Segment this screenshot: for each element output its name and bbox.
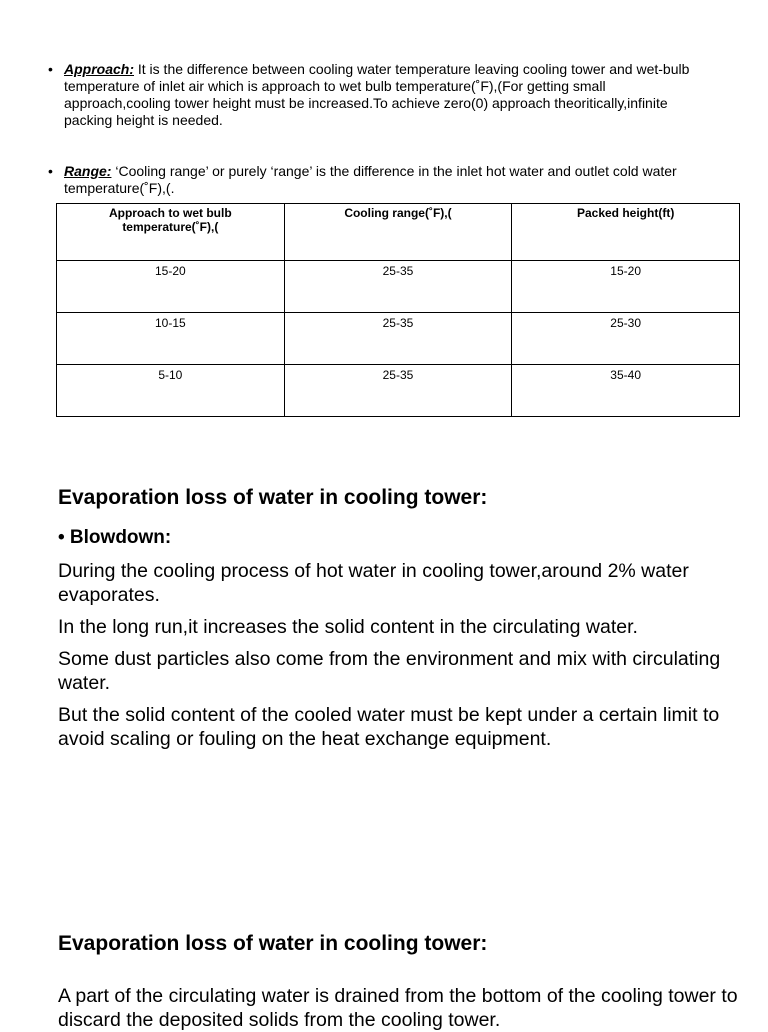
definition-text bbox=[64, 61, 708, 129]
definition-approach bbox=[48, 61, 708, 129]
table-cell: 10-15 bbox=[57, 313, 285, 365]
table-row bbox=[57, 313, 740, 365]
definition-body: It is the difference between cooling water temperature leaving cooling tower and wet-bulb temperature of inlet air which is approach to wet bulb temperature(˚F),(For getting small approach,cooling tower height must be increased.To achieve zero(0) approach theoritically,infinite packing height is needed. bbox=[64, 61, 690, 128]
table-cell: 25-35 bbox=[284, 313, 512, 365]
table-header-row bbox=[57, 204, 740, 261]
paragraph: A part of the circulating water is drained from the bottom of the cooling tower to discard the deposited solids from the cooling tower. bbox=[58, 985, 738, 1031]
paragraph: But the solid content of the cooled water must be kept under a certain limit to avoid scaling or fouling on the heat exchange equipment. bbox=[58, 704, 720, 750]
approach-range-table bbox=[56, 203, 740, 417]
paragraph: Some dust particles also come from the environment and mix with circulating water. bbox=[58, 648, 721, 694]
section-title-evaporation-loss-2: Evaporation loss of water in cooling tower: bbox=[58, 932, 488, 955]
table-cell: 15-20 bbox=[57, 261, 285, 313]
paragraph: During the cooling process of hot water in cooling tower,around 2% water evaporates. bbox=[58, 560, 689, 606]
subheading-blowdown: • Blowdown: bbox=[58, 527, 172, 548]
table-cell: 15-20 bbox=[512, 261, 740, 313]
definition-text bbox=[64, 163, 708, 197]
definition-term: Approach: bbox=[64, 61, 134, 77]
table-row bbox=[57, 365, 740, 417]
paragraph: In the long run,it increases the solid content in the circulating water. bbox=[58, 616, 638, 638]
bullet-marker: • bbox=[48, 61, 53, 77]
table-cell: 5-10 bbox=[57, 365, 285, 417]
table-cell: 25-30 bbox=[512, 313, 740, 365]
table-cell: 35-40 bbox=[512, 365, 740, 417]
column-header-cooling-range: Cooling range(˚F),( bbox=[284, 204, 512, 261]
definition-body: ‘Cooling range’ or purely ‘range’ is the difference in the inlet hot water and outlet cold water temperature(˚F),(. bbox=[64, 163, 677, 196]
definition-term: Range: bbox=[64, 163, 112, 179]
definition-range bbox=[48, 163, 708, 197]
table-row bbox=[57, 261, 740, 313]
column-header-approach: Approach to wet bulb temperature(˚F),( bbox=[57, 204, 285, 261]
section-title-evaporation-loss: Evaporation loss of water in cooling tower: bbox=[58, 486, 488, 509]
table-cell: 25-35 bbox=[284, 365, 512, 417]
bullet-marker: • bbox=[48, 163, 53, 179]
column-header-packed-height: Packed height(ft) bbox=[512, 204, 740, 261]
table-cell: 25-35 bbox=[284, 261, 512, 313]
